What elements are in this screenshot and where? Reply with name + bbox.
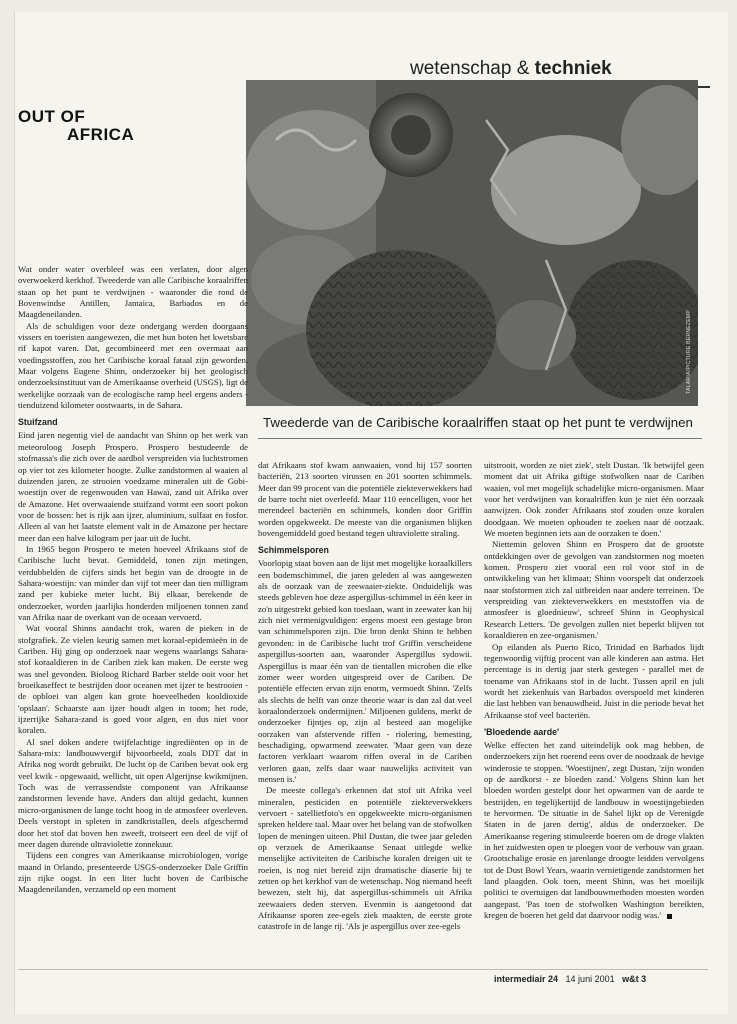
paragraph: Wat vooral Shinns aandacht trok, waren de pieken in de stofgrafiek. Ze vielen keurig samen met koraal-epidemieën in de Cariben. Hij ging op onderzoek naar wegens waarlangs Sahara-stof koraaldieren in de Cariben ziek kan maken. De eerste weg was snel gevonden. Bioloog Richard Barber stelde ooit voor het broeikaseffect te bestrijden door oceanen met ijzer te bestrooien - de opbloei van algen kan grote hoeveelheden kooldioxide 'opslaan'. Schaarste aan ijzer houdt algen in toom; het rode, ijzerrijke Sahara-zand is goed voor algen, en dus niet voor koralen. — [18, 623, 248, 736]
headline-line-1: OUT OF — [18, 107, 86, 126]
section-name-part1: wetenschap — [410, 58, 512, 79]
footer-divider — [18, 969, 708, 970]
caption-divider — [258, 438, 702, 439]
paragraph-text: Welke effecten het zand uiteindelijk ook mag hebben, de onderzoekers zijn het roerend eens over de noodzaak de hevige winderosie te stoppen. 'Woestijnen', zegt Dustan, 'zijn wonden op de aardkorst - ze bloeden zand.' Volgens Shinn kan het bloeden worden gestelpt door het opwarmen van de aarde te bestrijden, en tegelijkertijd de landbouw in woestijngebieden te hervormen. 'De situatie in de Sahel lijkt op de Verenigde Staten in de jaren dertig', aldus de onderzoeker. De Amerikaanse regering stimuleerde boeren om de droge vlakten in het zuidwesten open te ploegen voor de verbouw van graan. Grootschalige erosie en jarenlange droogte leidden vervolgens tot de Dust Bowl Years, waarin vernietigende zandstormen het land plaagden. Ook toen, meent Shinn, was het moeilijk politici te overtuigen dat landbouwmethoden moesten worden aangepast. 'Pas toen de stofwolken Washington bereikten, kregen de boeren het geld dat daarvoor nodig was.' — [484, 739, 704, 921]
paragraph: Al snel doken andere twijfelachtige ingrediënten op in de Sahara-mix: landbouwvergif bijvoorbeeld, zoals DDT dat in Afrika nog wordt gebruikt. De lucht op de Cariben bevat ook erg veel kwik - opgewaaid, wellicht, uit open Algerijnse kwikmijnen. Toch was de verrassendste component van Afrikaanse zandstormen levende have. Anders dan altijd gedacht, kunnen micro-organismen de lange tocht hoog in de atmosfeer overleven. Deels verstopt in spleten in zandkristallen, deels afgeschermd door het stof dat boven hen zweeft, trotseert een deel de vijf of meer dagen durende ultraviolette zonnekuur. — [18, 736, 248, 849]
article-headline — [18, 108, 218, 144]
page-footer — [494, 974, 708, 984]
subheading: 'Bloedende aarde' — [484, 726, 560, 737]
end-of-article-mark — [667, 914, 672, 919]
paragraph: In 1965 begon Prospero te meten hoeveel Afrikaans stof de Caribische lucht bevat. Gemiddeld, tonen zijn metingen, verdubbelden de cijfers sinds het begin van de droogte in de Sahara-woestijn: van minder dan vijf tot meer dan tien milligram zand per kubieke meter lucht. Bij elkaar, berekende de onderzoeker, worden jaarlijks honderden miljoenen tonnen zand van Afrika naar de overkant van de oceaan vervoerd. — [18, 543, 248, 622]
paragraph — [484, 740, 704, 922]
paragraph: Op eilanden als Puerto Rico, Trinidad en Barbados lijdt tegenwoordig vijftig procent van alle kinderen aan astma. Het percentage is in dertig jaar sterk gestegen - parallel met de toename van Afrikaans stof in de lucht. Tussen april en juli wordt het ziekenhuis van Barbados overspoeld met kinderen die last hebben van benauwdheid. Juist in die periode bevat het Afrikaanse stof veel bacteriën. — [484, 641, 704, 720]
paragraph: Niettemin geloven Shinn en Prospero dat de grootste ontdekkingen over de gevolgen van zandstormen nog moeten komen. Prospero ziet vooral een rol voor stof in de ontwikkeling van het klimaat; Shinn voorspelt dat onderzoek naar stofstormen zich zal uitbreiden naar andere terreinen. 'De verspreiding van ziekteverwekkers en meststoffen via de atmosfeer is gloednieuw', schreef Shinn in Geophysical Research Letters. 'De gevolgen zullen niet beperkt blijven tot koraaldieren en zee-organismen.' — [484, 539, 704, 641]
paragraph: Tijdens een congres van Amerikaanse microbiologen, vorige maand in Orlando, presenteerde USGS-onderzoeker Dale Griffin zijn rijke oogst. In een liter lucht boven de Caribische Maagdeneilanden, verzameld op een moment — [18, 850, 248, 895]
paragraph: Eind jaren negentig viel de aandacht van Shinn op het werk van meteoroloog Joseph Prospero. Prospero bestudeerde de stofmassa's die zich over de aardbol verspreiden via luchtstromen op vier tot zes kilometer hoogte. Zulke zandstormen al waaien al duizenden jaren, ze strooien voedzame mineralen uit de Gobi-woestijn over de regenwouden van Hawaï, zand uit Afrika over de Amazone. Het overwaaiende stuifzand vormt een soort pokon voor de bossen: het is rijk aan ijzer, aluminium, sulfaat en fosfor. Alleen al van het laatste element valt in de Amazone per hectare meer dan een halve kilogram per jaar uit de lucht. — [18, 430, 248, 543]
paragraph: dat Afrikaans stof kwam aanwaaien, vond hij 157 soorten bacteriën, 213 soorten virussen en 201 soorten schimmels. Meer dan 99 procent van die potentiële ziekteverwekkers had de barre tocht niet overleefd. Maar 110 eencelligen, voor het merendeel bacteriën en schimmels, konden door Griffin worden opgekweekt. De meeste van die organismen blijken bovengemiddeld goed bestand tegen ultraviolette straling. — [258, 460, 472, 539]
photo-credit: TALARIA/PICTURE BERNEZEMP — [686, 310, 692, 394]
text-column-2 — [258, 460, 472, 933]
headline-line-2: AFRICA — [67, 125, 135, 144]
page-number: w&t 3 — [622, 974, 647, 984]
coral-reef-photo — [246, 80, 698, 406]
photo-caption: Tweederde van de Caribische koraalriffen staat op het punt te verdwijnen — [263, 415, 693, 430]
section-name-part2: techniek — [534, 58, 612, 79]
publication-name: intermediair 24 — [494, 974, 559, 984]
text-column-1 — [18, 264, 248, 896]
subheading: Stuifzand — [18, 417, 58, 428]
section-ampersand: & — [516, 58, 530, 79]
subheading: Schimmelsporen — [258, 545, 329, 556]
paragraph: uitstrooit, worden ze niet ziek', stelt Dustan. 'Ik betwijfel geen moment dat uit Afrika giftige stofwolken naar de Cariben waaien, vol met mogelijk schadelijke micro-organismen. Maar voor het verdwijnen van koraalriffen kun je niet één oorzaak aanwijzen. Ook zonder Afrikaans stof zouden onze koralen doodgaan. We moeten ophouden te zoeken naar dé oorzaak. We moeten beginnen iets aan de oorzaken te doen.' — [484, 460, 704, 539]
text-column-3 — [484, 460, 704, 921]
paragraph: Als de schuldigen voor deze ondergang werden doorgaans vissers en toeristen aangewezen, die met hun boten het kwetsbare rif kapot varen. Dat, gecombineerd met een overmaat aan voedingsstoffen, zou het Caribische koraal fataal zijn geworden. Maar volgens Eugene Shinn, onderzoeker bij het geologisch onderzoeksinstituut van de Amerikaanse overheid (USGS), ligt de werkelijke oorzaak van de ecologische ramp heel ergens anders - tienduizend kilometer oostwaarts, in de Sahara. — [18, 320, 248, 411]
issue-date: 14 juni 2001 — [565, 974, 615, 984]
paragraph: De meeste collega's erkennen dat stof uit Afrika veel mineralen, pesticiden en potentiële ziekteverwekkers vervoert - satellietfoto's en opgekweekte micro-organismen spreken heldere taal. Maar over het belang van de stofwolken lopen de meningen uiteen. Phil Dustan, die twee jaar geleden op verzoek de Amerikaanse Senaat uitlegde welke menselijke activiteiten de Caribische koralen dreigen uit te roeien, is nog niet bereid zijn dramatische diaserie bij te zetten op het kerkhof van de wetenschap. Nog niemand heeft bewezen, stelt hij, dat aspergillus-schimmels uit Afrika zeewaaiers deden sterven. Evenmin is aangetoond dat Afrikaanse sporen zee-egels ziek maakten, de eerste grote catastrofe in de lange rij. 'Als je aspergillus over zee-egels — [258, 785, 472, 932]
paragraph: Voorlopig staat boven aan de lijst met mogelijke koraalkillers een bodemschimmel, die jaren geleden al was aangewezen als de oorzaak van de zeewaaier-ziekte. Onduidelijk was steeds gebleven hoe deze aspergillus-schimmel in één keer in zo'n uitgestrekt gebied kon toeslaan, want in zeewater kan hij zich niet vermenigvuldigen: ergens moest een gestage bron van schimmelsporen zijn. Die bron denkt Shinn te hebben gevonden: in de Caribische lucht trof Griffin verscheidene aspergillus-soorten aan, waaronder Aspergillus sydowii. Aspergillus is maar één van de tientallen microben die elke zomer weer worden uitgespreid over de Cariben. De potentiële effecten ervan zijn enorm, vermoedt Shinn. 'Zelfs als slechts de helft van onze theorie waar is dan zal dat veel koraalonderzoek ondermijnen.' Miljoenen guldens, merkt de onderzoeker fijntjes op, zijn al besteed aan mogelijke oorzaken van afstervende riffen - riolering, bemesting, beschadiging, opwarmend zeewater. 'Maar geen van deze factoren verklaart waarom riffen overal in de Cariben verloren gaan, zelfs daar waar nauwelijks activiteit van mensen is.' — [258, 558, 472, 784]
paragraph: Wat onder water overbleef was een verlaten, door algen overwoekerd kerkhof. Tweederde van alle Caribische koraalriffen staan op het punt te verdwijnen - waaronder die rond de Bovenwindse Antillen, Jamaica, Barbados en de Maagdeneilanden. — [18, 264, 248, 320]
